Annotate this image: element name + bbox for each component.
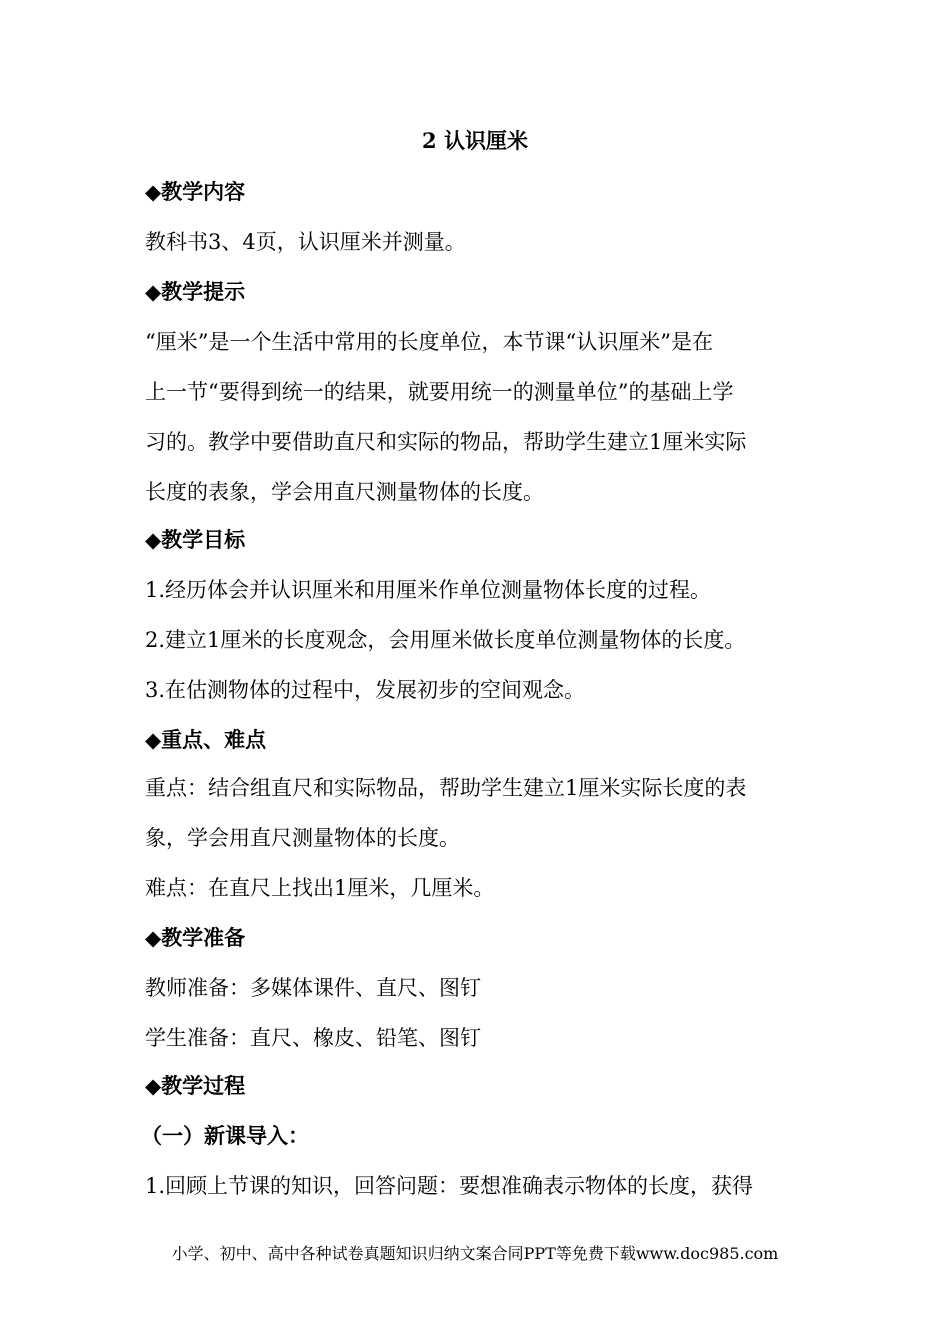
key-line: 重点：结合组直尺和实际物品，帮助学生建立1厘米实际长度的表 [145,776,747,800]
section-heading-goals: ◆教学目标 [145,527,246,552]
section-heading-preparation: ◆教学准备 [145,925,246,950]
hint-line: 习的。教学中要借助直尺和实际的物品，帮助学生建立1厘米实际 [145,430,747,454]
key-line: 象，学会用直尺测量物体的长度。 [145,826,460,850]
subsection-heading-intro: （一）新课导入： [141,1123,309,1148]
prep-line: 学生准备：直尺、橡皮、铅笔、图钉 [145,1026,481,1050]
process-line: 1.回顾上节课的知识，回答问题：要想准确表示物体的长度，获得 [145,1174,754,1198]
page-footer: 小学、初中、高中各种试卷真题知识归纳文案合同PPT等免费下载www.doc985.com [171,1244,779,1263]
section-heading-hint: ◆教学提示 [145,279,246,304]
page-title: 2 认识厘米 [422,128,528,153]
key-line: 难点：在直尺上找出1厘米，几厘米。 [145,876,495,900]
section-heading-content: ◆教学内容 [145,179,246,204]
goal-item: 3.在估测物体的过程中，发展初步的空间观念。 [145,678,586,702]
hint-line: 长度的表象，学会用直尺测量物体的长度。 [145,480,544,504]
goal-item: 2.建立1厘米的长度观念，会用厘米做长度单位测量物体的长度。 [145,628,746,652]
section-heading-key-points: ◆重点、难点 [145,727,267,752]
content-text: 教科书3、4页，认识厘米并测量。 [145,230,466,254]
hint-line: “厘米”是一个生活中常用的长度单位，本节课“认识厘米”是在 [145,330,713,354]
prep-line: 教师准备：多媒体课件、直尺、图钉 [145,976,481,1000]
hint-line: 上一节“要得到统一的结果，就要用统一的测量单位”的基础上学 [145,380,734,404]
goal-item: 1.经历体会并认识厘米和用厘米作单位测量物体长度的过程。 [145,578,712,602]
section-heading-process: ◆教学过程 [145,1073,246,1098]
